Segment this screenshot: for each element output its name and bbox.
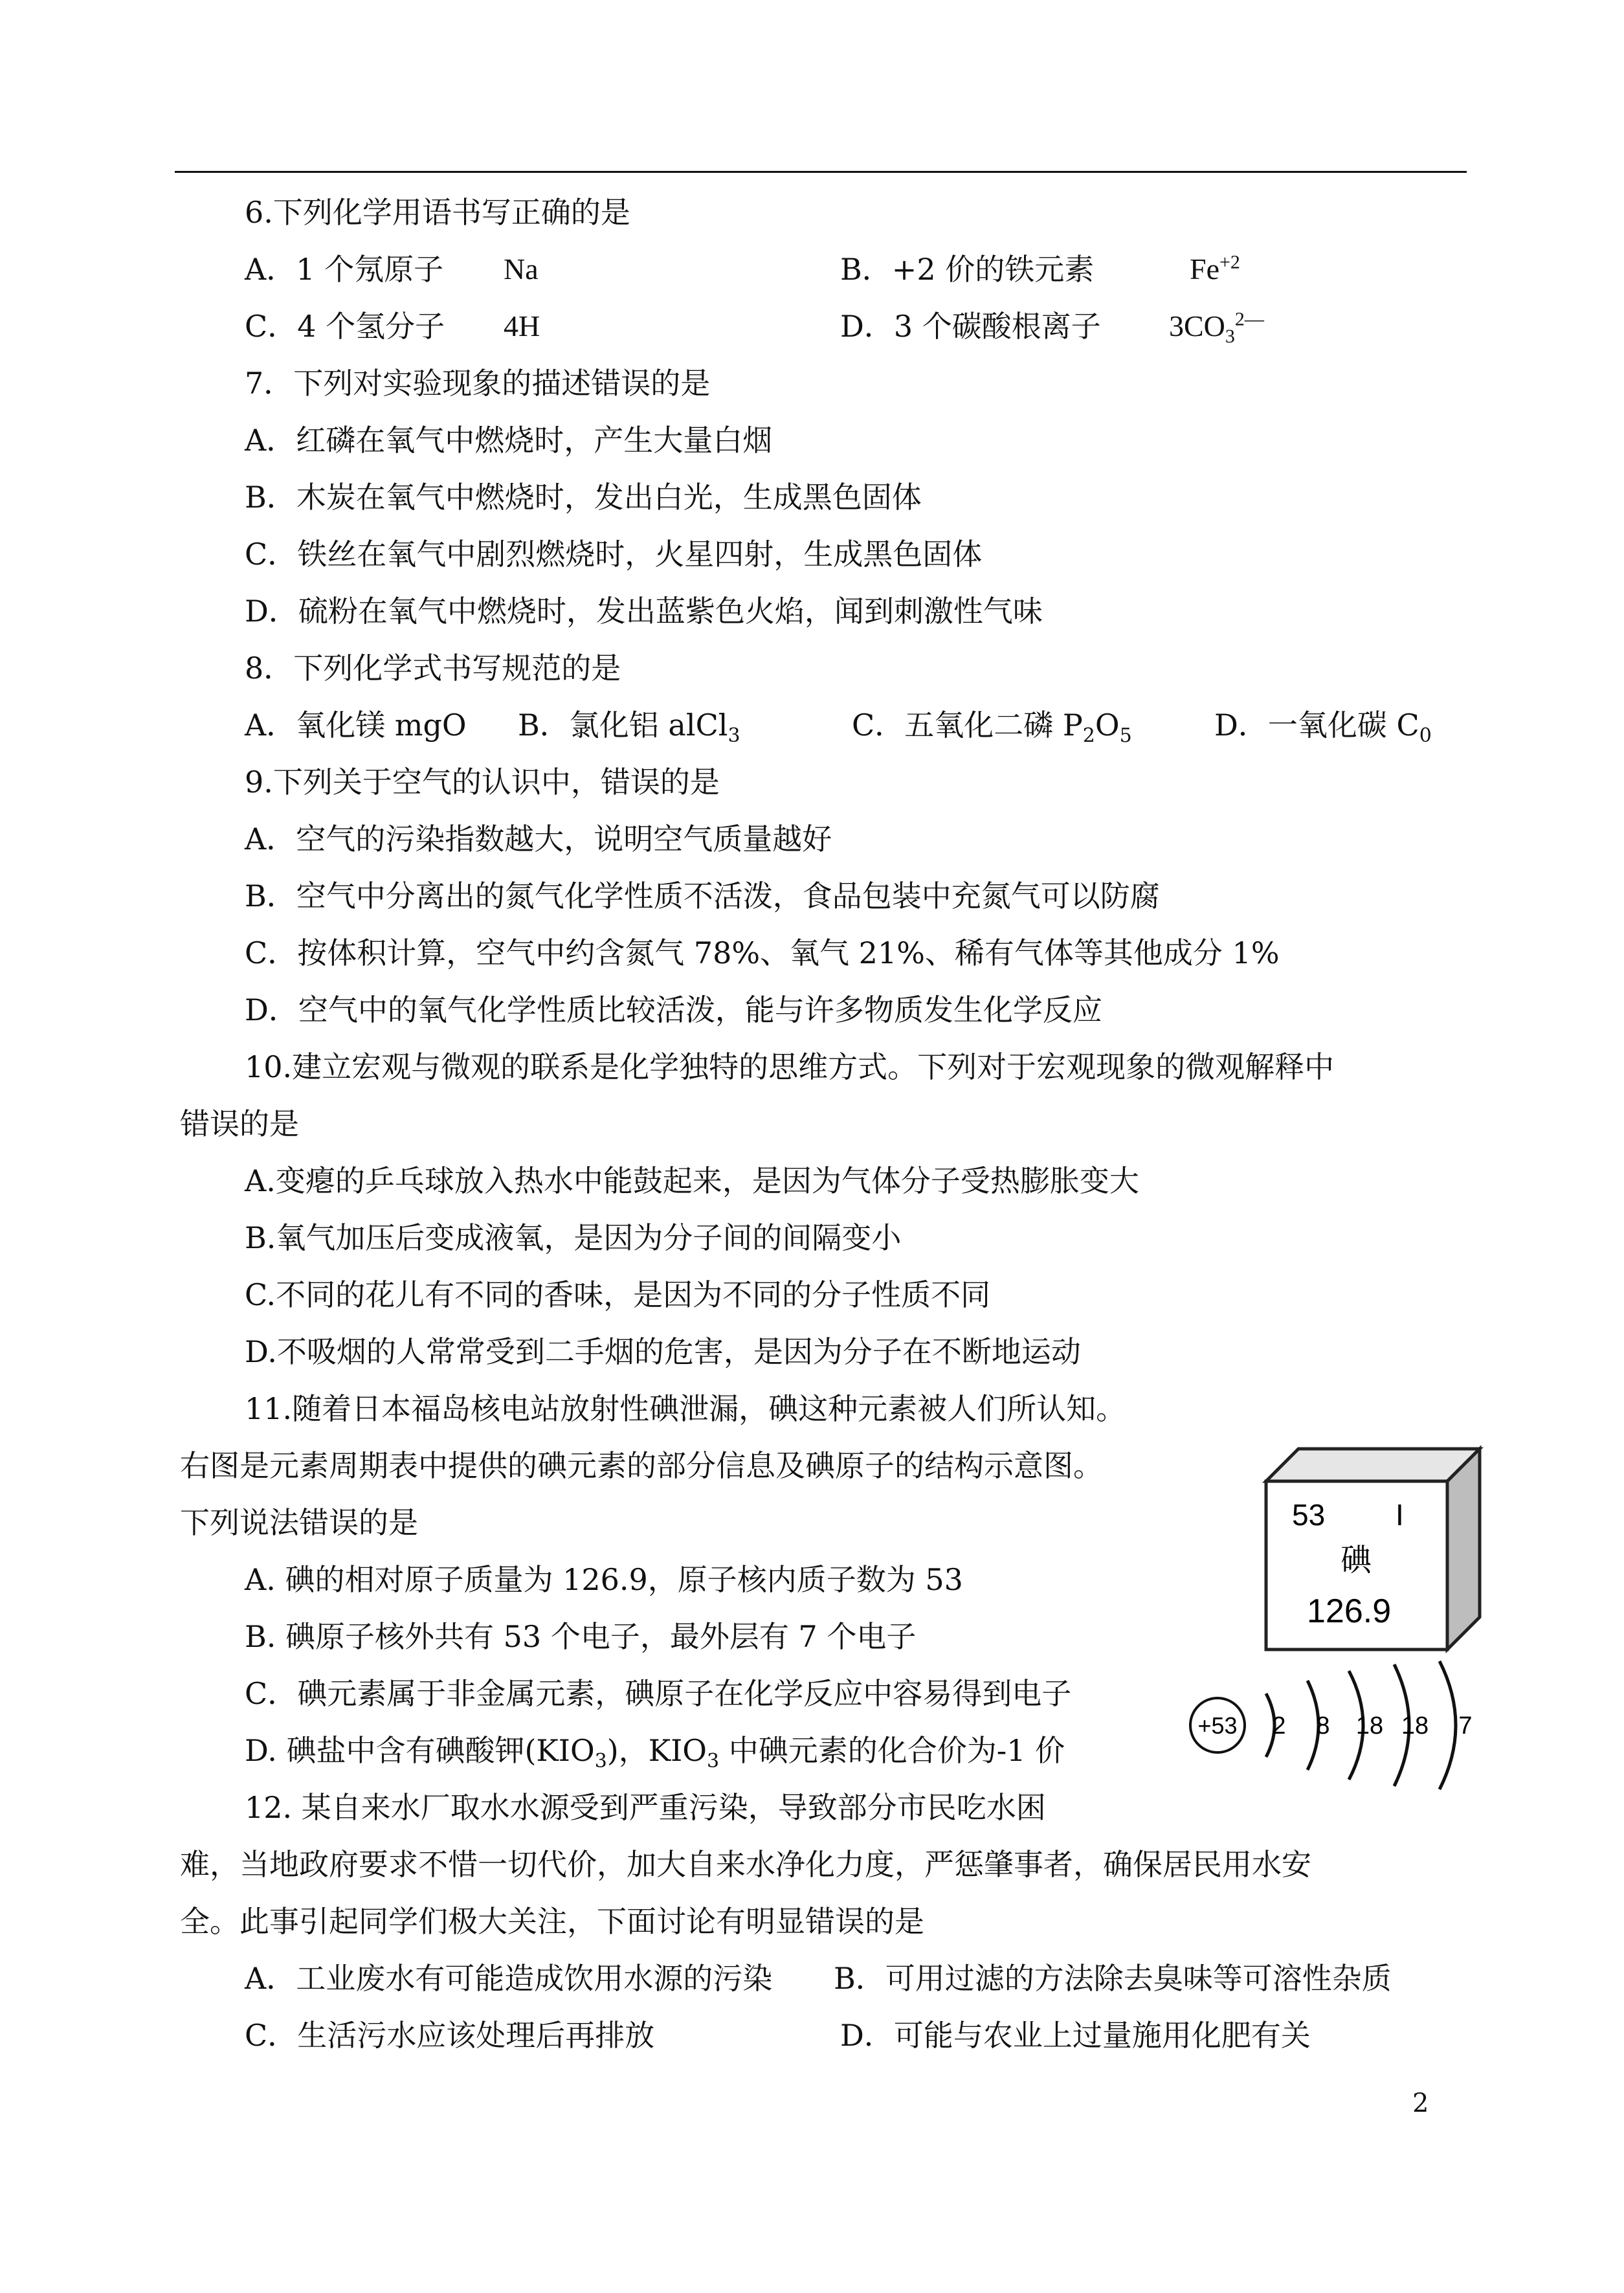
q6-option-c-formula: 4H xyxy=(504,309,540,342)
shell-count-2: 8 xyxy=(1316,1712,1330,1739)
q6-option-d: D．3 个碳酸根离子 xyxy=(840,309,1101,344)
q6-option-d-formula: $3CO_3^{2—}$ xyxy=(1169,308,1264,348)
q11-stem-line1: 11.随着日本福岛核电站放射性碘泄漏，碘这种元素被人们所认知。 xyxy=(245,1391,1126,1426)
shell-count-5: 7 xyxy=(1458,1712,1473,1739)
q11-stem-line2: 右图是元素周期表中提供的碘元素的部分信息及碘原子的结构示意图。 xyxy=(180,1448,1103,1483)
q7-option-c: C．铁丝在氧气中剧烈燃烧时，火星四射，生成黑色固体 xyxy=(245,537,983,572)
q12-option-b: B．可用过滤的方法除去臭味等可溶性杂质 xyxy=(834,1961,1392,1996)
q8-option-a: A．氧化镁 mgO xyxy=(245,708,467,743)
q12-option-d: D．可能与农业上过量施用化肥有关 xyxy=(840,2018,1311,2053)
q7-option-a: A．红磷在氧气中燃烧时，产生大量白烟 xyxy=(245,423,773,458)
q8-option-b: B．氯化铝 alCl$_3$ xyxy=(518,708,740,748)
q6-option-a: A．1 个氖原子 xyxy=(245,252,444,287)
header-rule xyxy=(175,171,1467,173)
q6-option-c: C．4 个氢分子 xyxy=(245,309,445,344)
q6-option-b: B．+2 价的铁元素 xyxy=(840,252,1095,287)
q6-option-b-formula: $Fe^{+2}$ xyxy=(1190,251,1240,285)
atom-structure-diagram xyxy=(1190,1661,1473,1789)
q10-option-a: A.变瘪的乒乓球放入热水中能鼓起来，是因为气体分子受热膨胀变大 xyxy=(245,1163,1139,1198)
element-symbol: I xyxy=(1396,1498,1404,1532)
q10-stem-line2: 错误的是 xyxy=(180,1106,299,1141)
q7-option-b: B．木炭在氧气中燃烧时，发出白光，生成黑色固体 xyxy=(245,480,922,515)
q11-option-b: B. 碘原子核外共有 53 个电子，最外层有 7 个电子 xyxy=(245,1619,917,1654)
q10-stem-line1: 10.建立宏观与微观的联系是化学独特的思维方式。下列对于宏观现象的微观解释中 xyxy=(245,1049,1335,1084)
q12-stem-line2: 难，当地政府要求不惜一切代价，加大自来水净化力度，严惩肇事者，确保居民用水安 xyxy=(180,1847,1311,1882)
q8-option-c: C．五氧化二磷 $P_2O_5$ xyxy=(852,708,1132,748)
q9-option-d: D．空气中的氧气化学性质比较活泼，能与许多物质发生化学反应 xyxy=(245,992,1102,1027)
q7-stem: 7．下列对实验现象的描述错误的是 xyxy=(245,366,711,401)
shell-count-4: 18 xyxy=(1401,1712,1429,1739)
q11-option-a: A. 碘的相对原子质量为 126.9，原子核内质子数为 53 xyxy=(245,1562,963,1597)
shell-count-1: 2 xyxy=(1272,1712,1286,1739)
atomic-number: 53 xyxy=(1292,1498,1326,1532)
q6-option-a-formula: Na xyxy=(504,252,539,285)
q10-option-b: B.氧气加压后变成液氧，是因为分子间的间隔变小 xyxy=(245,1220,902,1255)
q12-stem-line1: 12. 某自来水厂取水水源受到严重污染，导致部分市民吃水困 xyxy=(245,1790,1046,1825)
q9-option-b: B．空气中分离出的氮气化学性质不活泼，食品包装中充氮气可以防腐 xyxy=(245,878,1160,913)
q11-option-d: D. 碘盐中含有碘酸钾$(KIO_3)$，$KIO_3$ 中碘元素的化合价为-1 价 xyxy=(245,1733,1065,1773)
q7-option-d: D．硫粉在氧气中燃烧时，发出蓝紫色火焰，闻到刺激性气味 xyxy=(245,594,1043,629)
q10-option-d: D.不吸烟的人常常受到二手烟的危害，是因为分子在不断地运动 xyxy=(245,1334,1081,1369)
q9-option-c: C．按体积计算，空气中约含氮气 78%、氧气 21%、稀有气体等其他成分 1% xyxy=(245,935,1280,970)
q12-option-c: C．生活污水应该处理后再排放 xyxy=(245,2018,655,2053)
q9-stem: 9.下列关于空气的认识中，错误的是 xyxy=(245,765,720,800)
shell-count-3: 18 xyxy=(1355,1712,1384,1739)
q8-stem: 8．下列化学式书写规范的是 xyxy=(245,651,621,686)
element-card xyxy=(1266,1449,1480,1650)
q10-option-c: C.不同的花儿有不同的香味，是因为不同的分子性质不同 xyxy=(245,1277,991,1312)
shell-arc-5 xyxy=(1440,1661,1456,1789)
q6-stem: 6.下列化学用语书写正确的是 xyxy=(245,195,630,230)
atomic-mass: 126.9 xyxy=(1307,1593,1392,1630)
iodine-figure xyxy=(1188,1409,1486,1791)
page-number: 2 xyxy=(1412,2088,1429,2118)
nucleus-charge: +53 xyxy=(1197,1712,1238,1739)
q8-option-d: D．一氧化碳 $C_0$ xyxy=(1214,708,1432,748)
q12-option-a: A．工业废水有可能造成饮用水源的污染 xyxy=(245,1961,773,1996)
q11-option-c: C．碘元素属于非金属元素，碘原子在化学反应中容易得到电子 xyxy=(245,1676,1072,1711)
element-name: 碘 xyxy=(1340,1542,1372,1578)
q11-stem-line3: 下列说法错误的是 xyxy=(180,1505,418,1540)
q12-stem-line3: 全。此事引起同学们极大关注，下面讨论有明显错误的是 xyxy=(180,1904,924,1939)
q9-option-a: A．空气的污染指数越大，说明空气质量越好 xyxy=(245,822,832,856)
